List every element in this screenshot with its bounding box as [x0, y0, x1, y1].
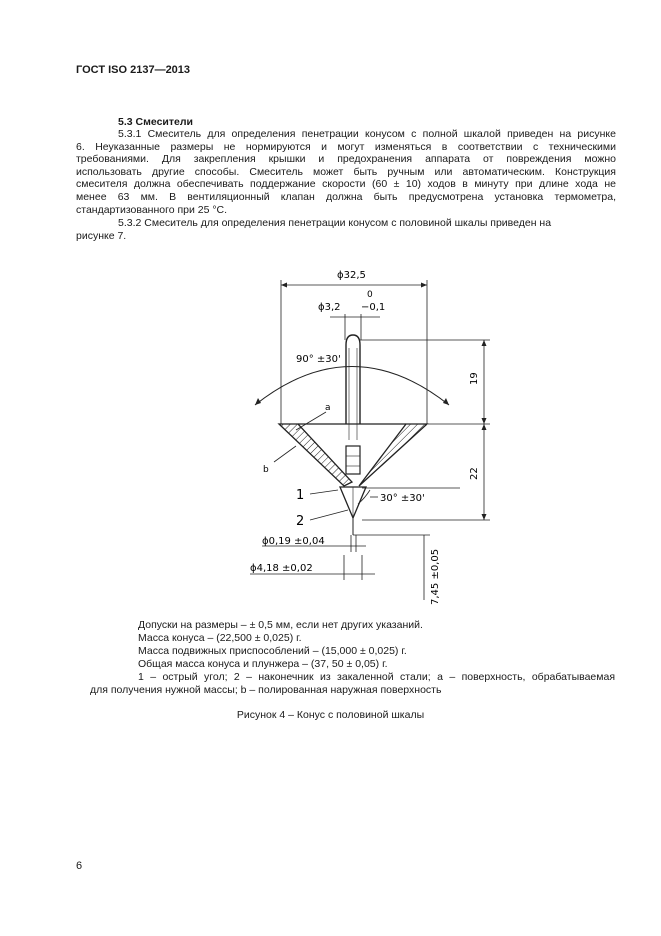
dim-angle-tip	[358, 488, 460, 504]
note-line: Масса подвижных приспособлений – (15,000 ± 0,025) г.	[138, 645, 407, 657]
label-b: b	[263, 465, 269, 475]
dim-medium-diameter	[250, 555, 375, 580]
document-header: ГОСТ ISO 2137—2013	[76, 64, 191, 76]
dim-small-diameter-label: ϕ0,19 ±0,04	[262, 536, 325, 547]
dim-height-top-label: 19	[469, 372, 480, 385]
leader-2	[296, 510, 348, 529]
text-line: 5.3.2 Смеситель для определения пенетрации конусом с половиной шкалы приведен на	[118, 217, 552, 229]
text-line: менее 63 мм. В вентиляционный клапан должна быть предусмотрена установка термометра,	[76, 190, 616, 203]
cone-drawing	[200, 255, 500, 615]
dim-height-bottom-label: 22	[469, 467, 480, 480]
text-line: использовать другие способы. Смеситель может быть ручным или автоматическим. Конструкция	[76, 165, 616, 178]
dim-medium-diameter-label: ϕ4,18 ±0,02	[250, 563, 313, 574]
note-line: Масса конуса – (22,500 ± 0,025) г.	[138, 632, 302, 644]
section-title: 5.3 Смесители	[118, 116, 193, 128]
leader-1	[296, 488, 338, 503]
paragraph-5-3-1	[76, 128, 616, 216]
dim-tip-tolerance-lower: −0,1	[361, 302, 386, 313]
dim-small-diameter	[262, 535, 366, 552]
leader-a	[296, 403, 331, 430]
dim-outer-diameter-label: ϕ32,5	[337, 270, 366, 281]
note-line: Общая масса конуса и плунжера – (37, 50 ± 0,05) г.	[138, 658, 388, 670]
text-line: рисунке 7.	[76, 229, 127, 242]
notes-block	[138, 619, 423, 671]
figure-legend	[90, 671, 615, 697]
legend-line: для получения нужной массы; b – полированная наружная поверхность	[90, 684, 442, 696]
dim-tip-tolerance-upper: 0	[367, 290, 373, 300]
label-2: 2	[296, 514, 305, 529]
page-number: 6	[76, 860, 83, 872]
figure-caption: Рисунок 4 – Конус с половиной шкалы	[236, 709, 425, 721]
note-line: Допуски на размеры – ± 0,5 мм, если нет других указаний.	[138, 619, 423, 631]
dim-angle-tip-label: 30° ±30'	[380, 493, 425, 504]
dim-angle-top-label: 90° ±30'	[296, 354, 341, 365]
legend-line: 1 – острый угол; 2 – наконечник из закаленной стали; а – поверхность, обрабатываемая	[138, 671, 615, 683]
text-line: стандартизованного при 25 °С.	[76, 203, 228, 216]
text-line: 5.3.1 Смеситель для определения пенетрации конусом с полной шкалой приведен на рисунке	[118, 128, 616, 140]
text-line: требованиями. Для закрепления крышки и предохранения аппарата от повреждения можно	[76, 153, 616, 166]
dim-tip-height	[353, 535, 441, 605]
label-a: a	[325, 403, 331, 413]
dim-tip-diameter	[318, 290, 385, 340]
text-line: 6. Неуказанные размеры не нормируются и могут изменяться в соответствии с техническими	[76, 140, 616, 153]
dim-height-top	[360, 340, 490, 424]
paragraph-5-3-2	[76, 217, 616, 242]
dim-tip-height-label: 7,45 ±0,05	[430, 548, 441, 605]
text-line: смесителя должна обеспечивать поддержание скорости (60 ± 10) ходов в минуту при длине хода не	[76, 178, 616, 191]
leader-b	[263, 446, 296, 475]
plunger-rod	[346, 335, 360, 474]
label-1: 1	[296, 488, 305, 503]
dim-tip-diameter-label: ϕ3,2	[318, 302, 341, 313]
dim-height-bottom	[362, 424, 490, 520]
